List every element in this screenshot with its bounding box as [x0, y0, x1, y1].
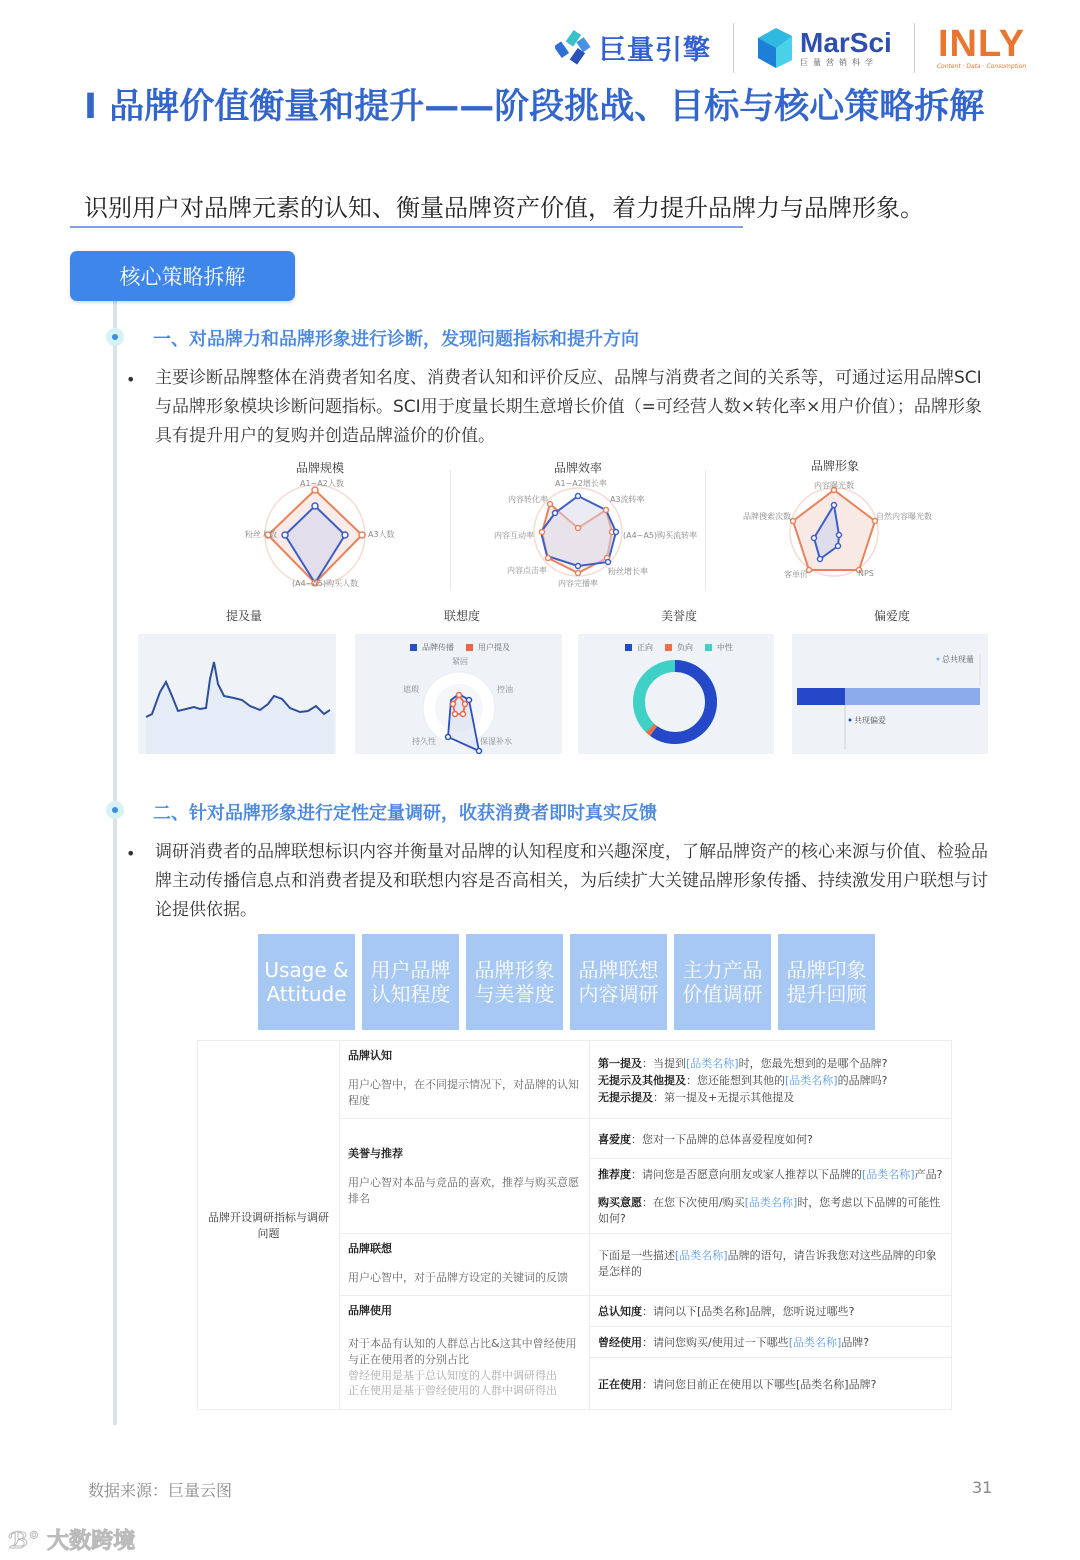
row-note: 曾经使用是基于总认知度的人群中调研得出	[348, 1369, 557, 1382]
chart-title-brand-image: 品牌形象	[810, 459, 859, 473]
row-note: 正在使用是基于曾经使用的人群中调研得出	[348, 1384, 557, 1397]
marsci-logo-icon	[756, 26, 794, 70]
row-desc: 用户心智中，在不同提示情况下，对品牌的认知程度	[348, 1078, 579, 1107]
chart-panel-mentions	[138, 634, 336, 754]
chart-title-brand-efficiency: 品牌效率	[553, 461, 602, 475]
chart-legend	[625, 642, 733, 653]
axis-label: 品牌搜索次数	[743, 512, 791, 521]
header-logos	[555, 20, 1030, 75]
logo-marsci-sub: 巨量营销科学	[800, 57, 878, 67]
section-2-heading: 二、针对品牌形象进行定性定量调研，收获消费者即时真实反馈	[153, 803, 657, 824]
legend-item: 负向	[665, 642, 693, 653]
row-title: 品牌使用	[348, 1304, 392, 1317]
axis-label: 粉丝人数	[245, 530, 277, 539]
table-cell: 喜爱度：您对一下品牌的总体喜爱程度如何?	[590, 1119, 952, 1159]
research-boxes	[258, 934, 875, 1030]
logo-marsci	[756, 26, 892, 70]
bullet-icon: •	[126, 370, 136, 389]
logo-inly	[937, 25, 1026, 70]
chart-title-preference: 偏爱度	[873, 609, 910, 623]
chart-divider	[705, 470, 706, 590]
axis-label: A3人数	[368, 530, 395, 539]
timeline-line	[113, 300, 117, 1425]
radar-chart-brand-image	[780, 480, 890, 580]
axis-label: 紧固	[452, 657, 468, 666]
axis-label: 内容完播率	[558, 579, 598, 588]
chart-title-brand-scale: 品牌规模	[295, 461, 344, 475]
table-cell: 下面是一些描述[品类名称]品牌的语句，请告诉我您对这些品牌的印象是怎样的	[590, 1234, 952, 1296]
row-title: 品牌认知	[348, 1049, 392, 1062]
table-cell	[340, 1041, 590, 1119]
chart-panel-preference	[792, 634, 988, 754]
bar-label: 总共现量	[942, 655, 974, 664]
axis-label: 自然内容曝光数	[876, 512, 932, 521]
row-desc: 用户心智对本品与竞品的喜欢，推荐与购买意愿排名	[348, 1176, 579, 1205]
axis-label: 客单价	[784, 570, 808, 579]
core-strategy-button[interactable]: 核心策略拆解	[70, 251, 295, 301]
watermark: ℬ° 大数跨境	[8, 1529, 136, 1554]
row-desc: 用户心智中，对于品牌方设定的关键词的反馈	[348, 1271, 568, 1284]
table-left-label: 品牌开设调研指标与调研问题	[198, 1041, 340, 1410]
axis-label: A1~A2人数	[300, 479, 344, 488]
line-chart-mentions	[138, 634, 336, 754]
logo-juliang-text: 巨量引擎	[599, 35, 711, 66]
research-box: 用户品牌 认知程度	[362, 934, 459, 1030]
chart-legend	[410, 642, 510, 653]
axis-label: A3流转率	[610, 495, 645, 504]
table-cell: 正在使用：请问您目前正在使用以下哪些[品类名称]品牌?	[590, 1358, 952, 1410]
page-title: I 品牌价值衡量和提升——阶段挑战、目标与核心策略拆解	[84, 87, 985, 127]
table-cell: 推荐度：请问您是否愿意向朋友或家人推荐以下品牌的[品类名称]产品? 购买意愿：在您下次使用/购买[品类名称]时，您考虑以下品牌的可能性如何?	[590, 1159, 952, 1234]
table-cell: 第一提及：当提到[品类名称]时，您最先想到的是哪个品牌? 无提示及其他提及：您还能想到其他的[品类名称]的品牌吗? 无提示提及：第一提及+无提示其他提及	[590, 1041, 952, 1119]
table-cell	[340, 1119, 590, 1234]
logo-inly-text: INLY	[937, 23, 1026, 65]
data-source: 数据来源：巨量云图	[88, 1481, 233, 1500]
legend-item: 中性	[705, 642, 733, 653]
juliang-logo-icon	[555, 29, 593, 67]
research-box: 主力产品 价值调研	[674, 934, 771, 1030]
bar-chart-preference	[792, 634, 988, 754]
logo-marsci-text: MarSci	[800, 26, 892, 58]
legend-item: 用户提及	[466, 642, 510, 653]
research-box: 品牌联想 内容调研	[570, 934, 667, 1030]
bullet-icon: •	[126, 844, 136, 863]
axis-label: (A4~A5)购买流转率	[623, 531, 698, 540]
research-box: 品牌印象 提升回顾	[778, 934, 875, 1030]
row-title: 品牌联想	[348, 1242, 392, 1255]
axis-label: A1~A2增长率	[555, 479, 607, 488]
research-table	[197, 1040, 952, 1410]
chart-title-association: 联想度	[443, 609, 480, 623]
research-box: 品牌形象 与美誉度	[466, 934, 563, 1030]
axis-label: NPS	[858, 569, 874, 578]
table-cell	[340, 1234, 590, 1296]
axis-label: 控油	[497, 685, 513, 694]
table-cell	[340, 1296, 590, 1410]
axis-label: 保湿补水	[480, 737, 512, 746]
watermark-logo-icon: ℬ°	[8, 1529, 48, 1554]
page-number: 31	[972, 1478, 993, 1497]
axis-label: 内容转化率	[508, 495, 548, 504]
logo-inly-sub: Content · Data · Consumption	[936, 63, 1027, 70]
section-1-text: 主要诊断品牌整体在消费者知名度、消费者认知和评价反应、品牌与消费者之间的关系等，可通过运用品牌SCI与品牌形象模块诊断问题指标。SCI用于度量长期生意增长价值（=可经营人数×转化率×用户价值）；品牌形象具有提升用户的复购并创造品牌溢价的价值。	[155, 368, 982, 446]
logo-juliang	[555, 28, 711, 67]
subtitle-underline	[70, 226, 743, 228]
timeline-dot-icon	[106, 801, 124, 819]
table-row	[198, 1041, 952, 1119]
legend-item: 品牌传播	[410, 642, 454, 653]
chart-panel-association	[355, 634, 562, 754]
timeline-dot-icon	[106, 328, 124, 346]
legend-item: 正向	[625, 642, 653, 653]
axis-label: 持久性	[412, 737, 436, 746]
table-cell: 总认知度：请问以下[品类名称]品牌，您听说过哪些? 曾经使用：请问您购买/使用过一下哪些[品类名称]品牌?	[590, 1296, 952, 1358]
research-box: Usage & Attitude	[258, 934, 355, 1030]
page-subtitle: 识别用户对品牌元素的认知、衡量品牌资产价值，着力提升品牌力与品牌形象。	[84, 194, 924, 222]
axis-label: (A4~A5)购买人数	[292, 579, 359, 588]
chart-title-mentions: 提及量	[225, 609, 262, 623]
row-desc: 对于本品有认知的人群总占比&这其中曾经使用与正在使用者的分别占比	[348, 1337, 577, 1366]
chart-panel-reputation	[578, 634, 774, 754]
bar-label: 共现偏爱	[854, 716, 886, 725]
section-2-text: 调研消费者的品牌联想标识内容并衡量对品牌的认知程度和兴趣深度，了解品牌资产的核心来源与价值、检验品牌主动传播信息点和消费者提及和联想内容是否高相关，为后续扩大关键品牌形象传播、持续激发用户联想与讨论提供依据。	[155, 842, 988, 920]
row-title: 美誉与推荐	[348, 1147, 403, 1160]
chart-title-reputation: 美誉度	[660, 609, 697, 623]
axis-label: 粉丝增长率	[608, 567, 648, 576]
axis-label: 内容互动率	[494, 531, 534, 540]
chart-divider	[450, 470, 451, 590]
logo-divider	[914, 23, 915, 73]
axis-label: 内容曝光数	[814, 481, 854, 490]
logo-divider	[733, 23, 734, 73]
section-1-heading: 一、对品牌力和品牌形象进行诊断，发现问题指标和提升方向	[153, 329, 639, 350]
axis-label: 遮瑕	[403, 685, 419, 694]
axis-label: 内容点击率	[507, 566, 547, 575]
